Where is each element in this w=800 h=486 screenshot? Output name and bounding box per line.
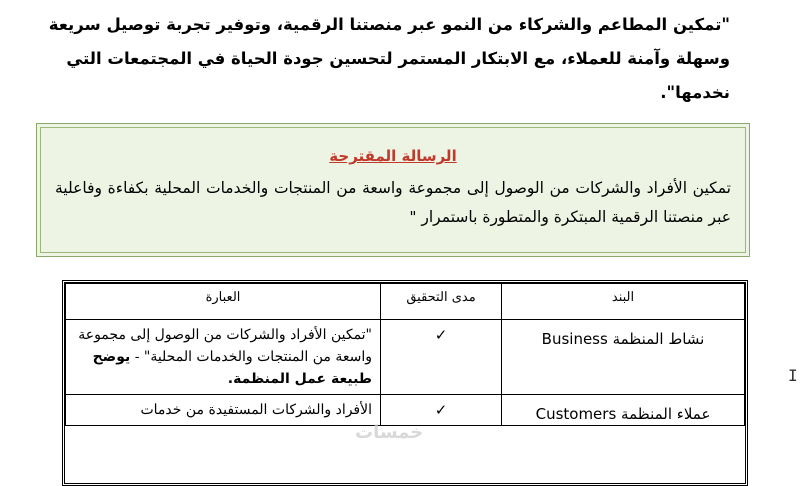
message-title: الرسالة المقترحة [329, 147, 457, 165]
evaluation-table-grid [65, 283, 745, 426]
checkmark-icon: ✓ [381, 320, 502, 395]
proposed-message-box [36, 123, 750, 257]
row-band: نشاط المنظمة Business [502, 320, 745, 395]
vision-paragraph: "تمكين المطاعم والشركاء من النمو عبر منصتنا الرقمية، وتوفير تجربة توصيل سريعة وسهلة وآمنة للعملاء، مع الابتكار المستمر لتحسين جودة الحياة في المجتمعات التي نخدمها". [48, 15, 730, 102]
row-phrase [66, 395, 381, 426]
row-band: عملاء المنظمة Customers [502, 395, 745, 426]
message-body: تمكين الأفراد والشركات من الوصول إلى مجموعة واسعة من المنتجات والخدمات المحلية بكفاءة وفاعلية عبر منصتنا الرقمية المبتكرة والمتطورة باستمرار " [55, 179, 731, 226]
row-phrase-text: الأفراد والشركات المستفيدة من خدمات [140, 402, 372, 418]
table-header-row [66, 284, 745, 320]
table-row [66, 320, 745, 395]
header-check: مدى التحقيق [381, 284, 502, 320]
watermark-logo: خمسات [355, 422, 424, 443]
table-row [66, 395, 745, 426]
text-cursor-icon: I [788, 366, 798, 385]
header-band: البند [502, 284, 745, 320]
evaluation-table [62, 280, 748, 486]
row-phrase-text: "تمكين الأفراد والشركات من الوصول إلى مجموعة واسعة من المنتجات والخدمات المحلية" - [78, 327, 372, 365]
row-phrase [66, 320, 381, 395]
row-phrase-emphasis: يوضح طبيعة عمل المنظمة. [92, 349, 372, 387]
checkmark-icon: ✓ [381, 395, 502, 426]
header-phrase: العبارة [66, 284, 381, 320]
